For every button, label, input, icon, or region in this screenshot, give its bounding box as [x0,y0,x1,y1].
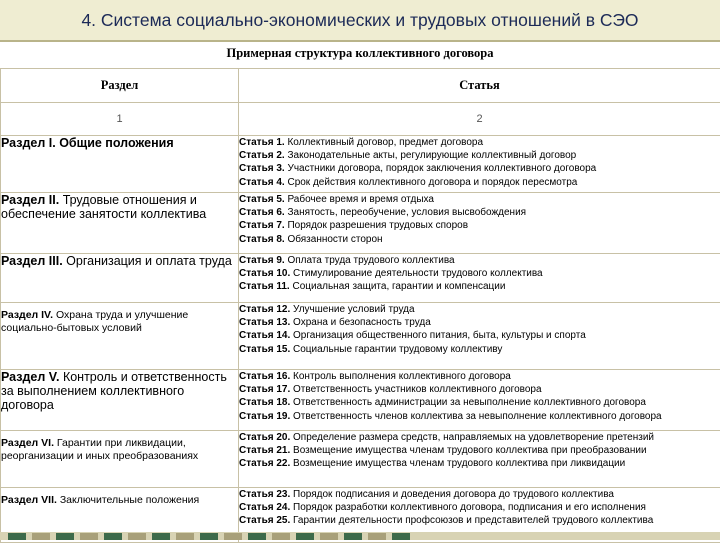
article-text: Порядок подписания и доведения договора до трудового коллектива [290,489,614,500]
table-body [1,136,720,543]
article-number: Статья 11. [239,281,290,292]
article-text: Организация общественного питания, быта, культуры и спорта [290,330,586,341]
table-row [1,370,720,431]
article-line [239,343,720,356]
article-number: Статья 18. [239,397,290,408]
section-title: Контроль и ответственность за выполнением коллективного договора [1,370,227,412]
article-line [239,149,720,162]
decor-square [56,533,74,540]
column-number-1: 1 [1,103,239,136]
article-text: Контроль выполнения коллективного договора [290,371,511,382]
decor-square [200,533,218,540]
article-number: Статья 14. [239,330,290,341]
article-number: Статья 17. [239,384,290,395]
section-cell [1,136,239,193]
decor-square [272,533,290,540]
article-text: Социальные гарантии трудовому коллективу [290,344,502,355]
article-number: Статья 20. [239,432,290,443]
article-line [239,444,720,457]
article-text: Законодательные акты, регулирующие коллективный договор [285,150,577,161]
decor-square [176,533,194,540]
table-header-row [1,69,720,103]
article-text: Ответственность участников коллективного договора [290,384,541,395]
article-line [239,267,720,280]
article-text: Улучшение условий труда [290,304,414,315]
article-text: Порядок разработки коллективного договора, подписания и его исполнения [290,502,646,513]
article-text: Срок действия коллективного договора и порядок пересмотра [285,177,578,188]
article-line [239,410,720,423]
header-article: Статья [239,69,720,103]
section-title: Трудовые отношения и обеспечение занятости коллектива [1,193,206,221]
decor-square [8,533,26,540]
decor-square [152,533,170,540]
article-text: Возмещение имущества членам трудового коллектива при преобразовании [290,445,646,456]
table-row [1,303,720,370]
article-line [239,514,720,527]
article-text: Охрана и безопасность труда [290,317,431,328]
article-line [239,488,720,501]
article-text: Социальная защита, гарантии и компенсации [290,281,506,292]
table-row [1,193,720,254]
article-number: Статья 8. [239,234,285,245]
article-text: Рабочее время и время отдыха [285,194,434,205]
decor-square [104,533,122,540]
article-number: Статья 25. [239,515,290,526]
section-cell [1,370,239,431]
article-text: Участники договора, порядок заключения коллективного договора [285,163,597,174]
section-number: Раздел VII. [1,494,57,506]
articles-cell [239,431,720,488]
article-number: Статья 7. [239,220,285,231]
article-line [239,329,720,342]
article-number: Статья 24. [239,502,290,513]
article-text: Коллективный договор, предмет договора [285,137,483,148]
article-text: Определение размера средств, направляемых на удовлетворение претензий [290,432,654,443]
section-number: Раздел I. Общие положения [1,136,174,150]
section-title: Гарантии при ликвидации, реорганизации и иных преобразованиях [1,437,198,462]
decor-square [32,533,50,540]
decor-square [80,533,98,540]
articles-cell [239,303,720,370]
article-number: Статья 16. [239,371,290,382]
article-line [239,457,720,470]
article-number: Статья 5. [239,194,285,205]
articles-cell [239,136,720,193]
article-number: Статья 4. [239,177,285,188]
article-text: Порядок разрешения трудовых споров [285,220,468,231]
decor-square [128,533,146,540]
section-number: Раздел VI. [1,437,54,449]
article-number: Статья 9. [239,255,285,266]
article-number: Статья 12. [239,304,290,315]
article-line [239,383,720,396]
article-line [239,193,720,206]
header-section: Раздел [1,69,239,103]
article-number: Статья 13. [239,317,290,328]
section-cell [1,303,239,370]
article-line [239,219,720,232]
table-row [1,254,720,303]
article-number: Статья 3. [239,163,285,174]
section-title: Организация и оплата труда [63,254,232,268]
article-text: Ответственность администрации за невыполнение коллективного договора [290,397,646,408]
article-line [239,233,720,246]
article-number: Статья 6. [239,207,285,218]
article-text: Ответственность членов коллектива за невыполнение коллективного договора [290,411,661,422]
article-line [239,280,720,293]
decor-square [224,533,242,540]
contract-structure-table [0,68,720,543]
article-line [239,176,720,189]
article-number: Статья 23. [239,489,290,500]
article-text: Оплата труда трудового коллектива [285,255,455,266]
decor-square [392,533,410,540]
section-cell [1,254,239,303]
decor-square [320,533,338,540]
article-number: Статья 22. [239,458,290,469]
article-text: Занятость, переобучение, условия высвобождения [285,207,526,218]
decor-square [248,533,266,540]
section-title: Охрана труда и улучшение социально-бытовых условий [1,309,188,334]
article-line [239,316,720,329]
article-text: Обязанности сторон [285,234,383,245]
slide-title: 4. Система социально-экономических и трудовых отношений в СЭО [0,10,720,31]
section-number: Раздел IV. [1,309,53,321]
decor-square [368,533,386,540]
article-line [239,303,720,316]
section-cell [1,193,239,254]
article-line [239,136,720,149]
section-title: Заключительные положения [57,494,199,506]
article-number: Статья 2. [239,150,285,161]
table-number-row [1,103,720,136]
article-text: Возмещение имущества членам трудового коллектива при ликвидации [290,458,625,469]
section-cell [1,431,239,488]
article-line [239,431,720,444]
article-number: Статья 10. [239,268,290,279]
article-line [239,254,720,267]
article-number: Статья 21. [239,445,290,456]
article-number: Статья 1. [239,137,285,148]
articles-cell [239,193,720,254]
article-line [239,396,720,409]
articles-cell [239,254,720,303]
articles-cell [239,370,720,431]
article-line [239,162,720,175]
article-number: Статья 15. [239,344,290,355]
section-number: Раздел II. [1,193,59,207]
section-number: Раздел III. [1,254,63,268]
column-number-2: 2 [239,103,720,136]
table-row [1,431,720,488]
article-text: Гарантии деятельности профсоюзов и представителей трудового коллектива [290,515,653,526]
table-row [1,136,720,193]
decor-square [296,533,314,540]
article-line [239,501,720,514]
article-number: Статья 19. [239,411,290,422]
decor-square [344,533,362,540]
article-line [239,370,720,383]
slide-subtitle: Примерная структура коллективного договора [0,46,720,61]
article-line [239,206,720,219]
article-text: Стимулирование деятельности трудового коллектива [290,268,542,279]
section-number: Раздел V. [1,370,59,384]
